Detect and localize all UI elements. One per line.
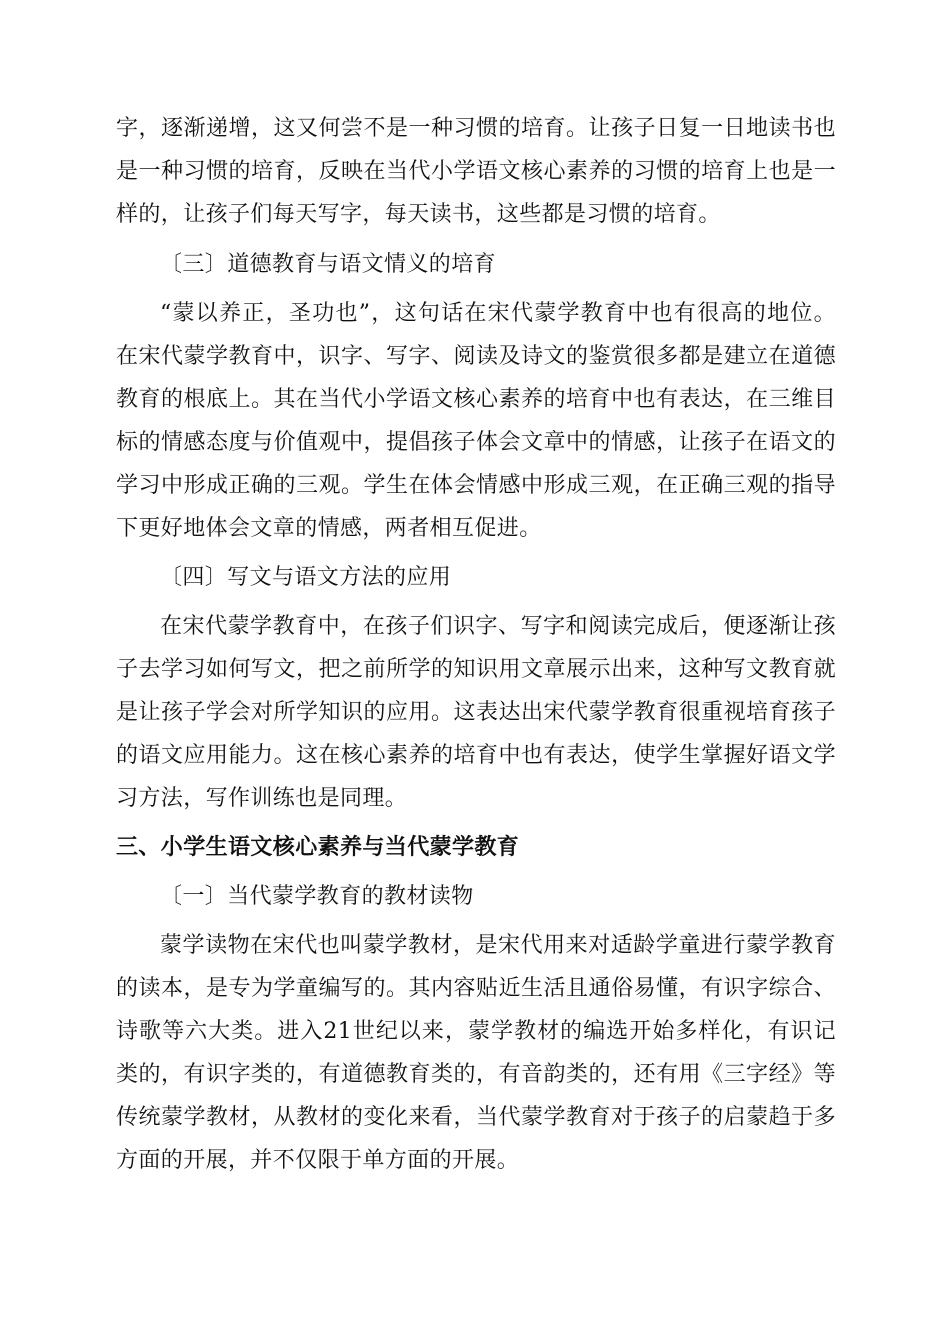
paragraph-line: 传统蒙学教材，从教材的变化来看，当代蒙学教育对于孩子的启蒙趋于多 (116, 1105, 836, 1130)
paragraph-line: 子去学习如何写文，把之前所学的知识用文章展示出来，这种写文教育就 (116, 657, 836, 682)
paragraph-line: 诗歌等六大类。进入21世纪以来，蒙学教材的编选开始多样化，有识记 (116, 1019, 836, 1044)
paragraph-line: 类的，有识字类的，有道德教育类的，有音韵类的，还有用《三字经》等 (116, 1062, 836, 1087)
paragraph-line: “蒙以养正，圣功也”，这句话在宋代蒙学教育中也有很高的地位。 (160, 301, 836, 326)
paragraph-line: 的读本，是专为学童编写的。其内容贴近生活且通俗易懂，有识字综合、 (116, 976, 836, 1001)
paragraph-line: 方面的开展，并不仅限于单方面的开展。 (116, 1148, 520, 1173)
paragraph-line: 下更好地体会文章的情感，两者相互促进。 (116, 516, 542, 541)
paragraph-line: 是一种习惯的培育，反映在当代小学语文核心素养的习惯的培育上也是一 (116, 159, 836, 184)
section-heading: 三、小学生语文核心素养与当代蒙学教育 (116, 835, 520, 860)
paragraph-line: 教育的根底上。其在当代小学语文核心素养的培育中也有表达，在三维目 (116, 387, 836, 412)
paragraph-line: 在宋代蒙学教育中，在孩子们识字、写字和阅读完成后，便逐渐让孩 (160, 614, 836, 639)
paragraph-line: 习方法，写作训练也是同理。 (116, 786, 408, 811)
paragraph-line: 样的，让孩子们每天写字，每天读书，这些都是习惯的培育。 (116, 202, 721, 227)
paragraph-line: 是让孩子学会对所学知识的应用。这表达出宋代蒙学教育很重视培育孩子 (116, 700, 836, 725)
subheading-four: 〔四〕写文与语文方法的应用 (160, 565, 452, 590)
subheading-three: 〔三〕道德教育与语文情义的培育 (160, 252, 497, 277)
paragraph-line: 的语文应用能力。这在核心素养的培育中也有表达，使学生掌握好语文学 (116, 743, 836, 768)
paragraph-line: 字，逐渐递增，这又何尝不是一种习惯的培育。让孩子日复一日地读书也 (116, 116, 836, 141)
paragraph-line: 在宋代蒙学教育中，识字、写字、阅读及诗文的鉴赏很多都是建立在道德 (116, 344, 836, 369)
paragraph-line: 学习中形成正确的三观。学生在体会情感中形成三观，在正确三观的指导 (116, 473, 836, 498)
paragraph-line: 标的情感态度与价值观中，提倡孩子体会文章中的情感，让孩子在语文的 (116, 430, 836, 455)
paragraph-line: 蒙学读物在宋代也叫蒙学教材，是宋代用来对适龄学童进行蒙学教育 (160, 933, 836, 958)
subheading-one: 〔一〕当代蒙学教育的教材读物 (160, 884, 474, 909)
